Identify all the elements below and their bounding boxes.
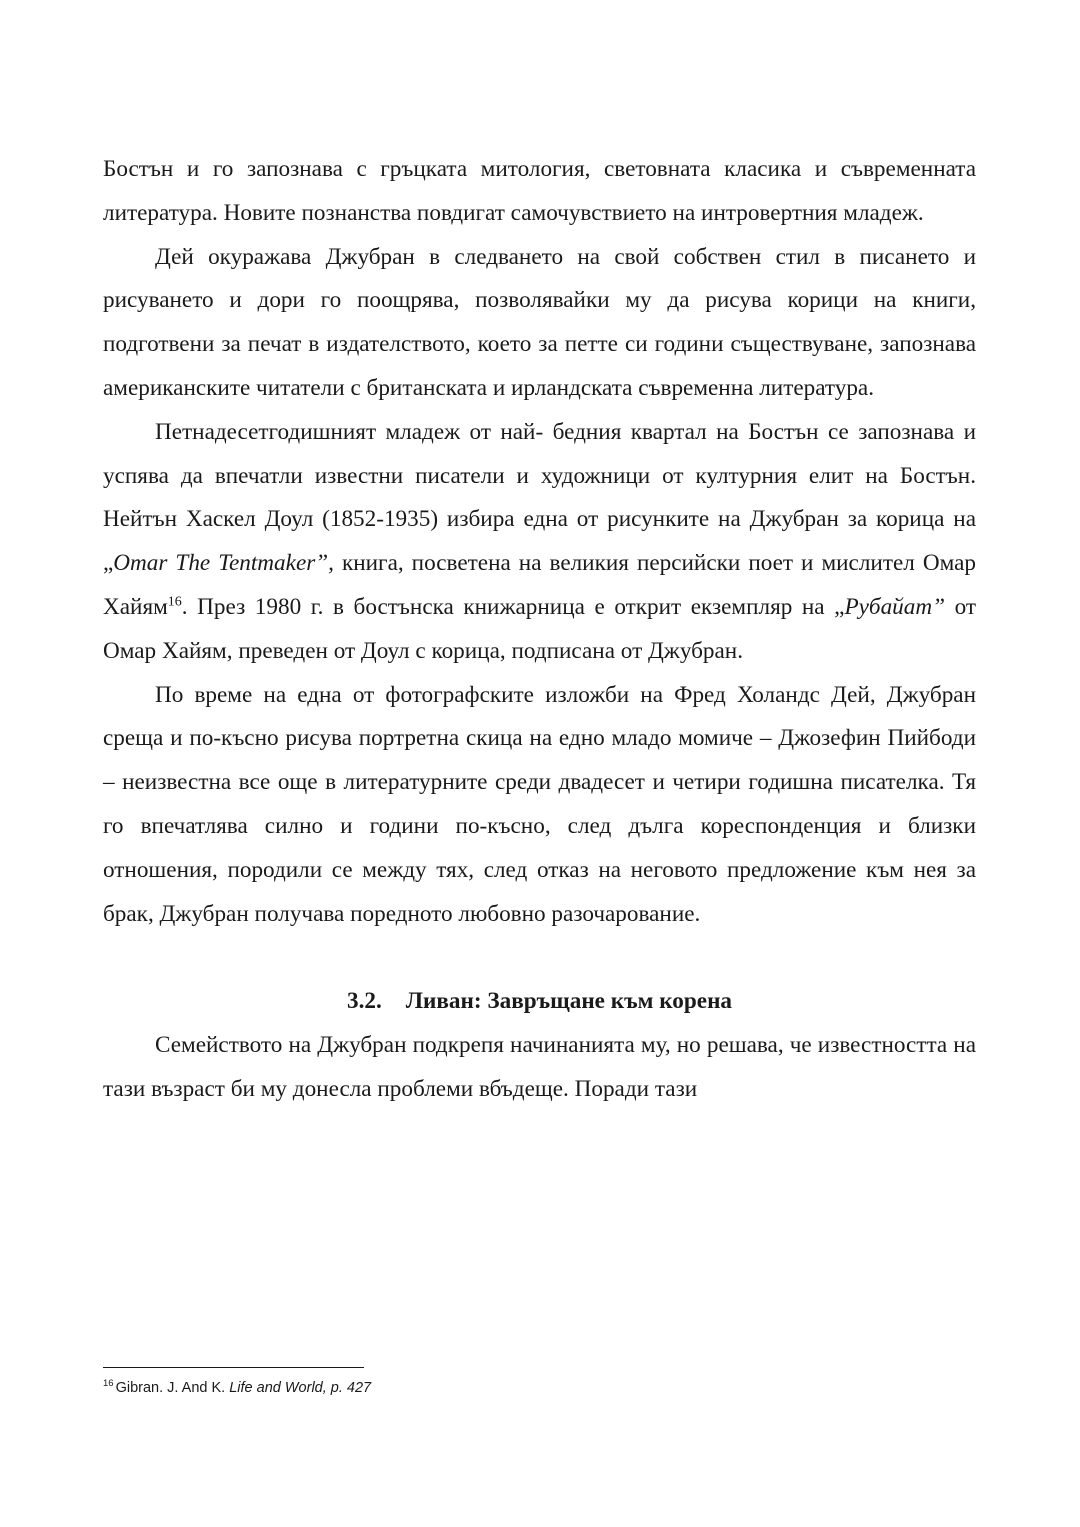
paragraph-3: [103, 411, 976, 674]
section-title: Ливан: Завръщане към корена: [405, 988, 733, 1015]
paragraph-1: Бостън и го запознава с гръцката митология, световната класика и съвременната литература. Новите познанства повдигат самочувствието на интровертния младеж.: [103, 156, 976, 226]
paragraph-3-text-4: от Омар Хайям, преведен от Доул с корица, подписана от Джубран.: [103, 593, 977, 664]
footnote-reference[interactable]: 16: [167, 594, 182, 610]
body-text: [103, 148, 976, 1112]
paragraph-3-text-3: . През 1980 г. в бостънска книжарница е открит екземпляр на „: [181, 593, 845, 620]
footnote: [103, 1378, 371, 1398]
paragraph-3-text-1: Петнадесетгодишният младеж от най- бедния квартал на Бостън се запознава и успява да впечатли известни писатели и художници от културния елит на Бостън. Нейтън Хаскел Доул (1852-1935) избира една от рисунките на Джубран за корица на „: [103, 418, 976, 577]
paragraph-5: Семейството на Джубран подкрепя начинанията му, но решава, че известността на тази възраст би му донесла проблеми вбъдеще. Поради тази: [103, 1032, 976, 1102]
paragraph-2: Дей окуражава Джубран в следването на свой собствен стил в писането и рисуването и дори го поощрява, позволявайки му да рисува корици на книги, подготвени за печат в издателството, което за петте си години съществуване, запознава американските читатели с британската и ирландската съвременна литература.: [103, 243, 976, 401]
paragraph-3-text-2: книга, посветена на великия персийски поет и мислител Омар Хайям: [103, 550, 976, 620]
section-number: 3.2.: [346, 988, 382, 1015]
book-title-omar: Omar The Tentmaker”,: [113, 550, 334, 577]
section-heading: [103, 980, 976, 1024]
footnote-number: 16: [103, 1378, 114, 1390]
footnote-text: Gibran. J. And K.: [115, 1380, 230, 1396]
footnote-separator: [103, 1367, 364, 1368]
book-title-rubaiyat: Рубайат”: [844, 593, 946, 620]
paragraph-4: По време на една от фотографските изложби на Фред Холандс Дей, Джубран среща и по-късно рисува портретна скица на едно младо момиче – Джозефин Пийбоди – неизвестна все още в литературните среди двадесет и четири годишна писателка. Тя го впечатлява силно и години по-късно, след дълга кореспонденция и близки отношения, породили се между тях, след отказ на неговото предложение към нея за брак, Джубран получава поредното любовно разочарование.: [103, 681, 976, 927]
footnote-italic-text: Life and World, p. 427: [229, 1380, 372, 1396]
